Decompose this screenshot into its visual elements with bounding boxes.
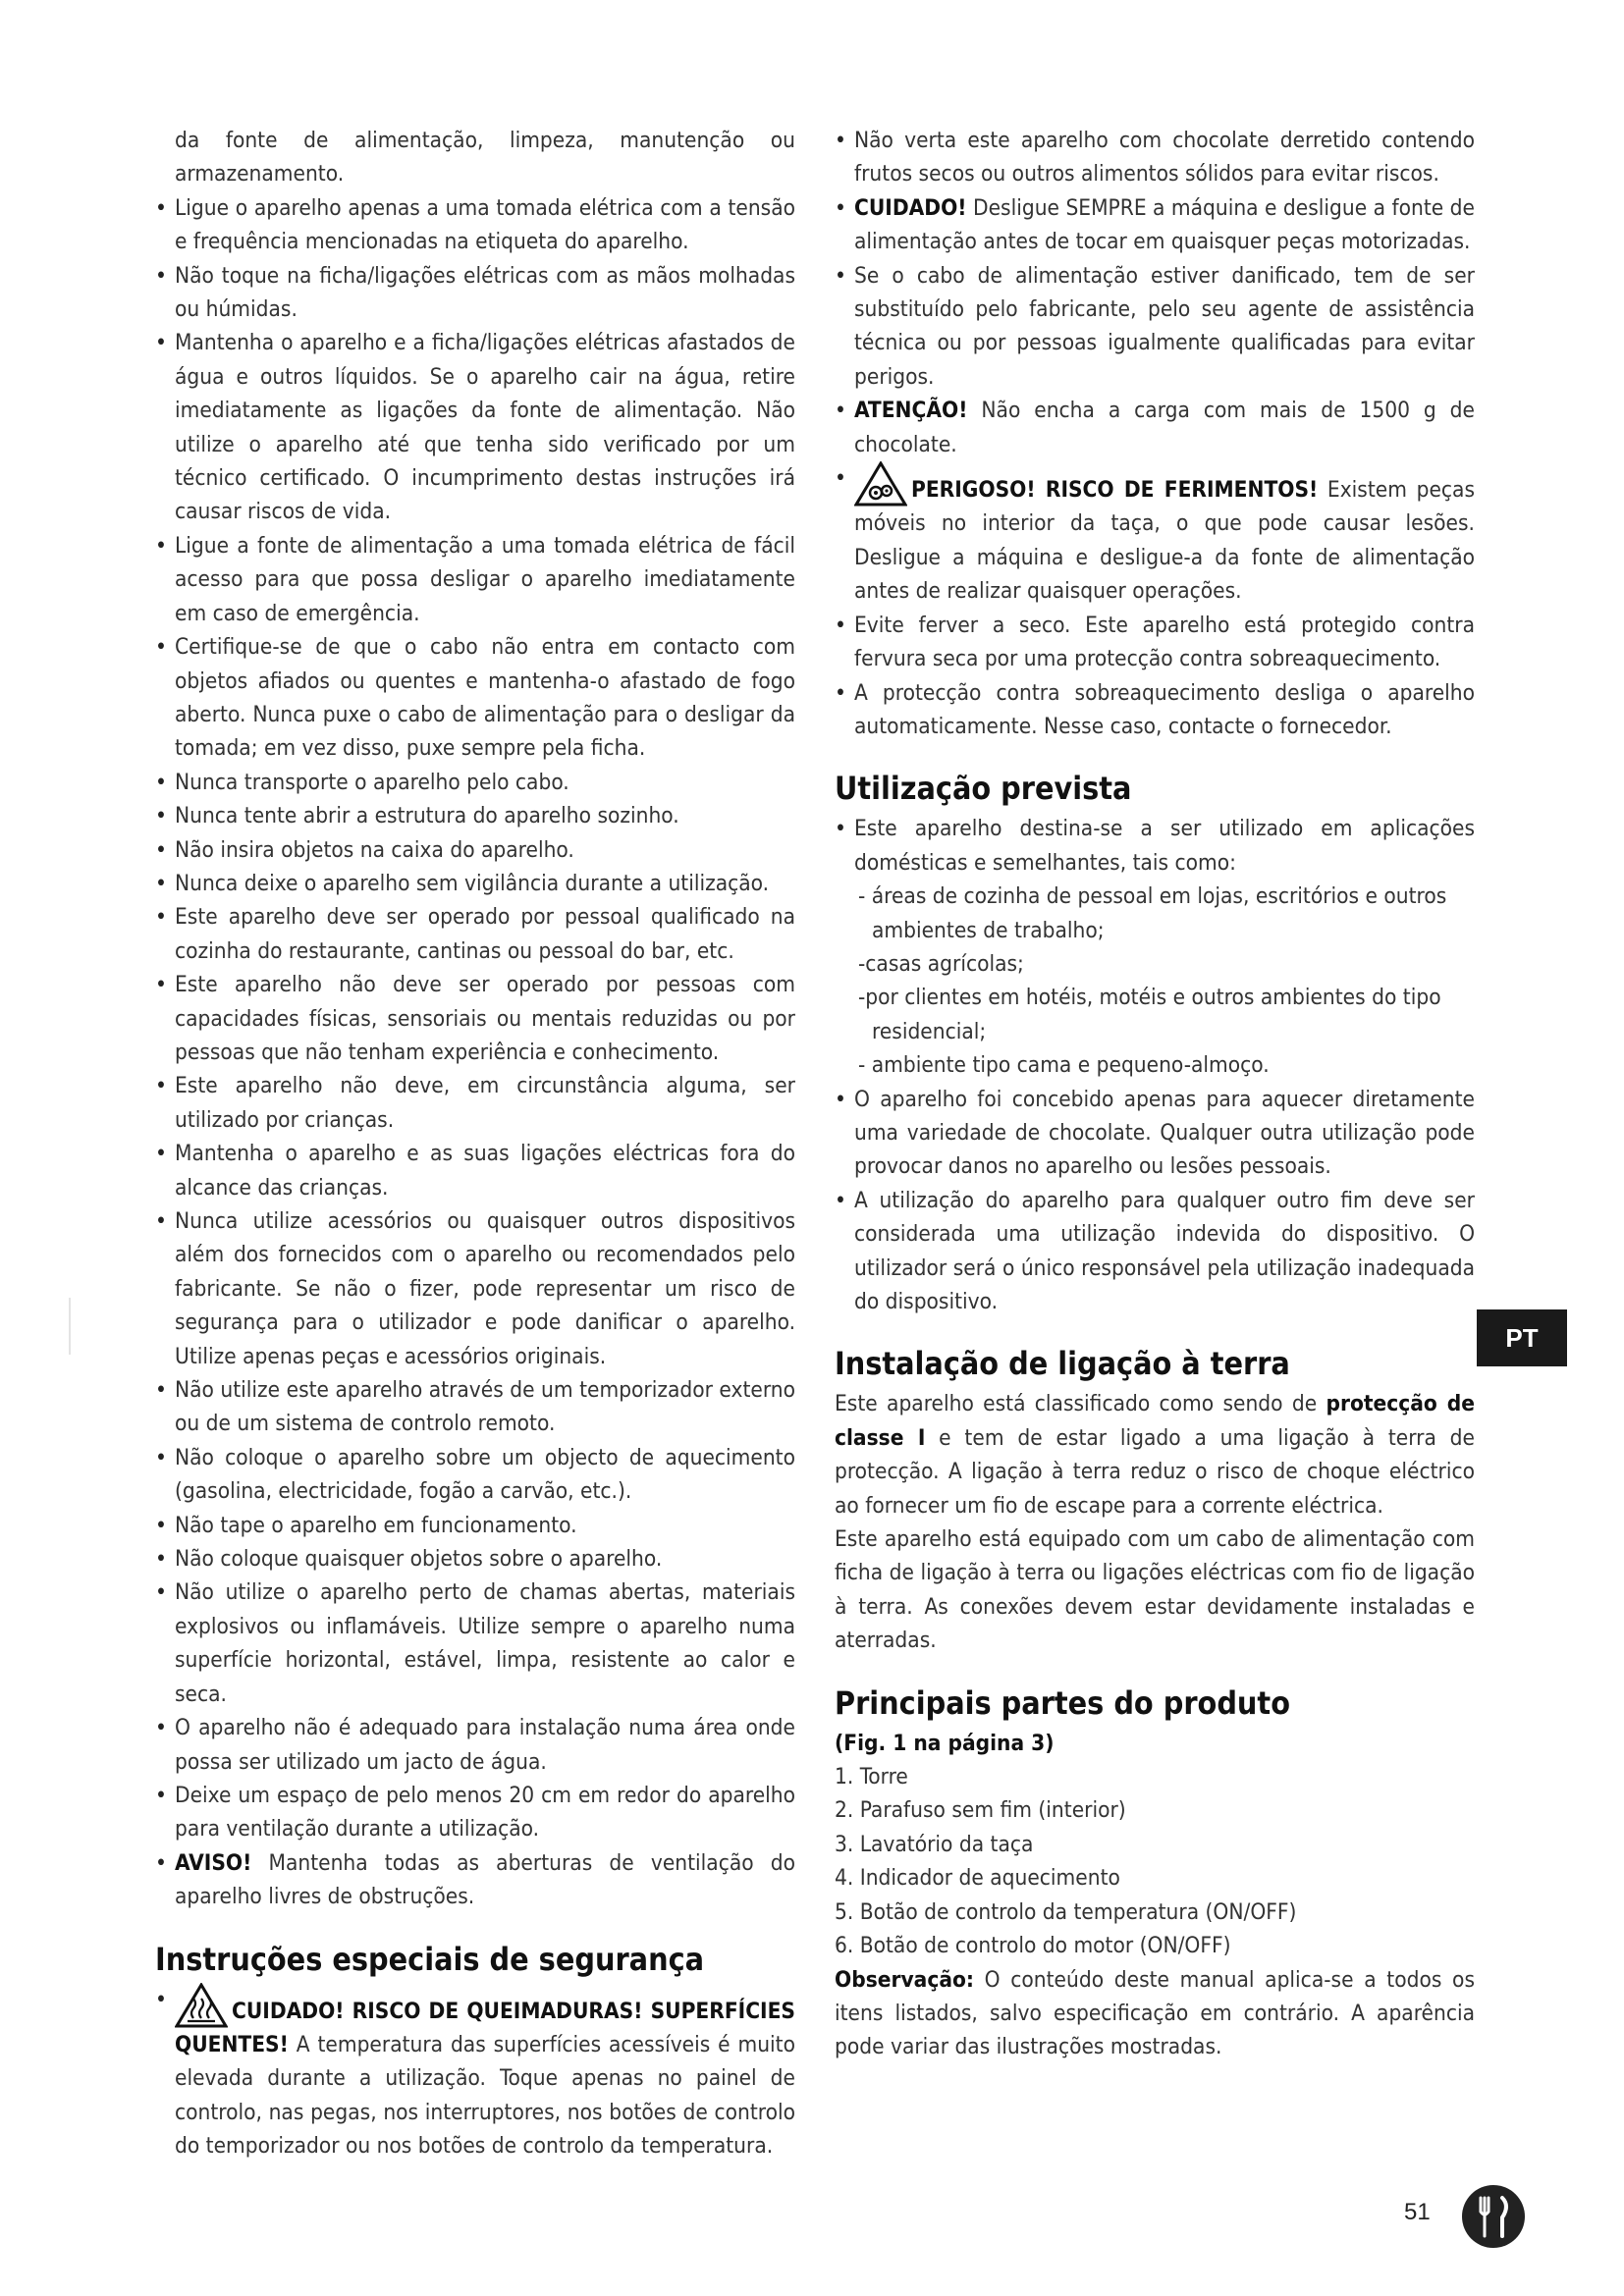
safety-bullets-continued <box>835 124 1475 743</box>
list-item: • Não utilize o aparelho perto de chamas abertas, materiais explosivos ou inflamáveis. Utilize sempre o aparelho numa superfície horizontal, estável, limpa, resistente ao calor e seca. <box>155 1575 795 1711</box>
list-item: • Se o cabo de alimentação estiver danificado, tem de ser substituído pelo fabricante, pelo seu agente de assistência técnica ou por pessoas igualmente qualificadas para evitar perigos. <box>835 259 1475 395</box>
perigoso-text: Existem peças móveis no interior da taça, o que pode causar lesões. Desligue a máquina e desligue-a da fonte de alimentação antes de realizar quaisquer operações. <box>854 477 1475 605</box>
note-text: O conteúdo deste manual aplica-se a todos os itens listados, salvo especificação em contrário. A aparência pode variar das ilustrações mostradas. <box>835 1966 1475 2060</box>
list-item: • Não verta este aparelho com chocolate derretido contendo frutos secos ou outros alimentos sólidos para evitar riscos. <box>835 124 1475 191</box>
list-item: • Não toque na ficha/ligações elétricas com as mãos molhadas ou húmidas. <box>155 259 795 327</box>
cuidado-text: Desligue SEMPRE a máquina e desligue a fonte de alimentação antes de tocar em quaisquer peças motorizadas. <box>854 194 1475 255</box>
special-safety-list <box>155 1983 795 2163</box>
list-item: • Não utilize este aparelho através de um temporizador externo ou de um sistema de controlo remoto. <box>155 1373 795 1441</box>
aviso-text: Mantenha todas as aberturas de ventilação do aparelho livres de obstruções. <box>175 1849 795 1910</box>
list-item: 4. Indicador de aquecimento <box>835 1865 1120 1892</box>
page-number: 51 <box>1404 2199 1431 2225</box>
moving-parts-warning-icon <box>854 461 907 507</box>
burn-warning-label: CUIDADO! RISCO DE QUEIMADURAS! SUPERFÍCIES QUENTES! <box>175 1998 795 2057</box>
list-item: • Não insira objetos na caixa do aparelho. <box>155 833 795 867</box>
aviso-label: AVISO! <box>175 1849 252 1876</box>
burn-warning-item <box>155 1983 795 2163</box>
list-item: • Não tape o aparelho em funcionamento. <box>155 1509 795 1542</box>
list-item: • Mantenha o aparelho e a ficha/ligações elétricas afastados de água e outros líquidos. Se o aparelho cair na água, retire imediatamente as ligações da fonte de alimentação. Não utilize o aparelho até que tenha sido verificado por um técnico certificado. O incumprimento destas instruções irá causar riscos de vida. <box>155 326 795 528</box>
hot-surface-warning-icon <box>175 1983 228 2028</box>
list-item: • Nunca transporte o aparelho pelo cabo. <box>155 766 795 799</box>
aviso-item <box>155 1846 795 1914</box>
list-item: • Nunca utilize acessórios ou quaisquer outros dispositivos além dos fornecidos com o aparelho ou recomendados pelo fabricante. Se não o fizer, pode representar um risco de segurança para o utilizador e pode danificar o aparelho. Utilize apenas peças e acessórios originais. <box>155 1204 795 1373</box>
intended-use-title: Utilização prevista <box>835 770 1132 808</box>
list-item: • Não coloque o aparelho sobre um objecto de aquecimento (gasolina, electricidade, fogão a carvão, etc.). <box>155 1441 795 1509</box>
list-item: • Nunca tente abrir a estrutura do aparelho sozinho. <box>155 799 795 832</box>
sublist-item: -casas agrícolas; <box>858 950 1024 977</box>
sublist-item: -por clientes em hotéis, motéis e outros ambientes do tipo residencial; <box>858 985 1441 1044</box>
grounding-paragraph-2: Este aparelho está equipado com um cabo de alimentação com ficha de ligação à terra ou ligações eléctricas com fio de ligação à terra. As conexões devem estar devidamente instaladas e aterradas. <box>835 1526 1475 1654</box>
list-item: • Ligue a fonte de alimentação a uma tomada elétrica de fácil acesso para que possa desligar o aparelho imediatamente em caso de emergência. <box>155 529 795 630</box>
left-column <box>155 124 795 2163</box>
right-column <box>835 124 1475 2064</box>
list-item: • A utilização do aparelho para qualquer outro fim deve ser considerada uma utilização indevida do dispositivo. O utilizador será o único responsável pela utilização inadequada do dispositivo. <box>835 1184 1475 1319</box>
atencao-label: ATENÇÃO! <box>854 398 968 424</box>
cuidado-item <box>835 191 1475 259</box>
list-item: 5. Botão de controlo da temperatura (ON/OFF) <box>835 1898 1297 1925</box>
list-item: 2. Parafuso sem fim (interior) <box>835 1797 1126 1824</box>
list-item: • Mantenha o aparelho e as suas ligações eléctricas fora do alcance das crianças. <box>155 1137 795 1204</box>
list-item: • Certifique-se de que o cabo não entra em contacto com objetos afiados ou quentes e mantenha-o afastado de fogo aberto. Nunca puxe o cabo de alimentação para o desligar da tomada; em vez disso, puxe sempre pela ficha. <box>155 630 795 766</box>
intended-use-list <box>835 812 1475 880</box>
list-item: • A protecção contra sobreaquecimento desliga o aparelho automaticamente. Nesse caso, contacte o fornecedor. <box>835 676 1475 744</box>
list-item: 1. Torre <box>835 1764 908 1790</box>
note-paragraph <box>835 1963 1475 2064</box>
burn-warning-text: A temperatura das superfícies acessíveis é muito elevada durante a utilização. Toque apenas no painel de controlo, nas pegas, nos interruptores, nos botões de controlo do temporizador ou nos botões de controlo da temperatura. <box>175 2031 795 2160</box>
parts-list <box>835 1760 1475 1962</box>
atencao-item <box>835 394 1475 461</box>
safety-bullets <box>155 191 795 1914</box>
perigoso-label: PERIGOSO! RISCO DE FERIMENTOS! <box>911 477 1319 504</box>
main-parts-title: Principais partes do produto <box>835 1683 1290 1722</box>
cutlery-logo-icon <box>1461 2184 1526 2249</box>
note-label: Observação: <box>835 1966 974 1993</box>
figure-reference: (Fig. 1 na página 3) <box>835 1730 1055 1756</box>
list-item: 3. Lavatório da taça <box>835 1831 1034 1857</box>
language-tab: PT <box>1477 1309 1567 1366</box>
perigoso-item <box>835 461 1475 609</box>
list-item: • O aparelho não é adequado para instalação numa área onde possa ser utilizado um jacto de água. <box>155 1711 795 1779</box>
intended-use-sublist <box>835 880 1475 1082</box>
sublist-item: - áreas de cozinha de pessoal em lojas, escritórios e outros ambientes de trabalho; <box>858 883 1447 943</box>
margin-rule <box>69 1298 71 1355</box>
list-item: • Evite ferver a seco. Este aparelho está protegido contra fervura seca por uma protecção contra sobreaquecimento. <box>835 609 1475 676</box>
protection-class-label: protecção de classe I <box>835 1391 1475 1451</box>
intro-continuation: da fonte de alimentação, limpeza, manutenção ou armazenamento. <box>175 128 795 187</box>
list-item: • Nunca deixe o aparelho sem vigilância durante a utilização. <box>155 867 795 900</box>
list-item: • Este aparelho destina-se a ser utilizado em aplicações domésticas e semelhantes, tais como: <box>835 812 1475 880</box>
list-item: • Deixe um espaço de pelo menos 20 cm em redor do aparelho para ventilação durante a utilização. <box>155 1779 795 1846</box>
grounding-text-b: e tem de estar ligado a uma ligação à terra de protecção. A ligação à terra reduz o risco de choque eléctrico ao fornecer um fio de escape para a corrente eléctrica. <box>835 1424 1475 1519</box>
atencao-text: Não encha a carga com mais de 1500 g de chocolate. <box>854 398 1475 457</box>
list-item: 6. Botão de controlo do motor (ON/OFF) <box>835 1933 1231 1959</box>
list-item: • Este aparelho não deve ser operado por pessoas com capacidades físicas, sensoriais ou mentais reduzidas ou por pessoas que não tenham experiência e conhecimento. <box>155 968 795 1069</box>
grounding-paragraph-1 <box>835 1387 1475 1522</box>
special-safety-title: Instruções especiais de segurança <box>155 1940 705 1978</box>
sublist-item: - ambiente tipo cama e pequeno-almoço. <box>858 1052 1270 1079</box>
list-item: • Este aparelho deve ser operado por pessoal qualificado na cozinha do restaurante, cantinas ou pessoal do bar, etc. <box>155 900 795 968</box>
list-item: • Este aparelho não deve, em circunstância alguma, ser utilizado por crianças. <box>155 1069 795 1137</box>
grounding-text-a: Este aparelho está classificado como sendo de <box>835 1391 1326 1417</box>
list-item: • O aparelho foi concebido apenas para aquecer diretamente uma variedade de chocolate. Qualquer outra utilização pode provocar danos no aparelho ou lesões pessoais. <box>835 1083 1475 1184</box>
list-item: • Ligue o aparelho apenas a uma tomada elétrica com a tensão e frequência mencionadas na etiqueta do aparelho. <box>155 191 795 259</box>
list-item: • Não coloque quaisquer objetos sobre o aparelho. <box>155 1542 795 1575</box>
intended-use-list-2 <box>835 1083 1475 1319</box>
cuidado-label: CUIDADO! <box>854 194 967 221</box>
grounding-title: Instalação de ligação à terra <box>835 1345 1290 1383</box>
